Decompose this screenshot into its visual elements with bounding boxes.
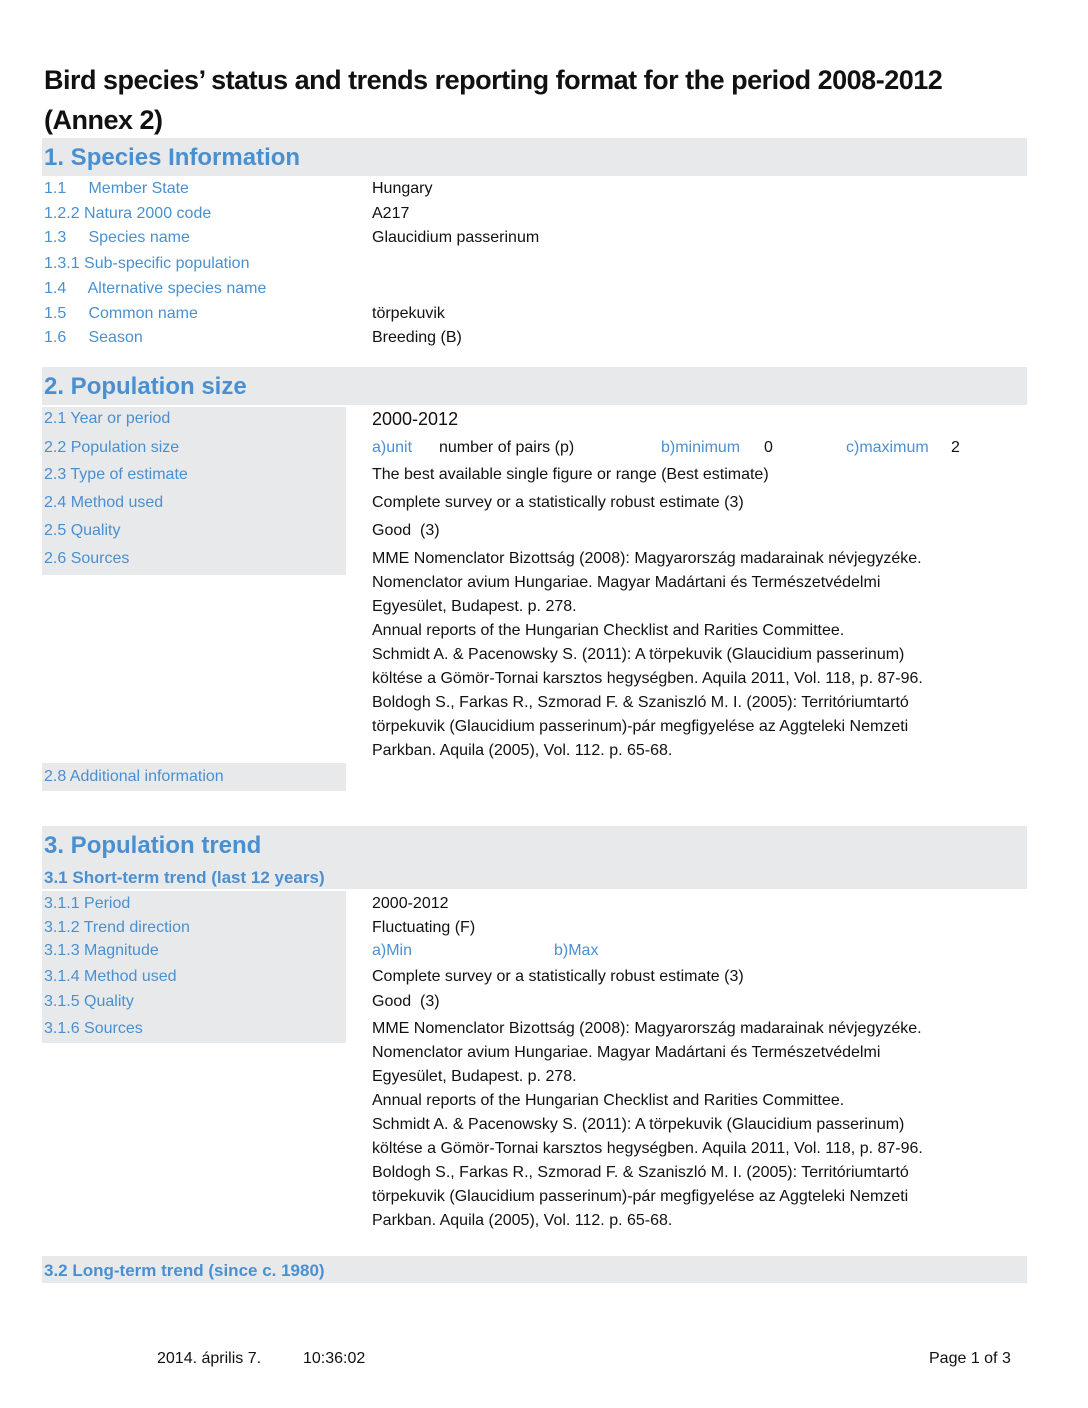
field-value-method-used: Complete survey or a statistically robust estimate (3) <box>372 494 744 511</box>
maximum-label: c)maximum <box>846 439 929 456</box>
field-label-trend-method: 3.1.4 Method used <box>44 968 177 985</box>
source-line: Schmidt A. & Pacenowsky S. (2011): A törpekuvik (Glaucidium passerinum) <box>372 1116 905 1133</box>
field-label-trend-quality: 3.1.5 Quality <box>44 993 134 1010</box>
minimum-value: 0 <box>764 439 773 456</box>
source-line: Egyesület, Budapest. p. 278. <box>372 1068 577 1085</box>
field-value-quality: Good (3) <box>372 522 440 539</box>
maximum-value: 2 <box>951 439 960 456</box>
field-label-season: 1.6 Season <box>44 329 143 346</box>
unit-label: a)unit <box>372 439 413 456</box>
source-line: Nomenclator avium Hungariae. Magyar Madártani és Természetvédelmi <box>372 574 881 591</box>
title-line-2: (Annex 2) <box>44 105 163 135</box>
field-label-year-period: 2.1 Year or period <box>44 410 171 427</box>
field-label-natura-code: 1.2.2 Natura 2000 code <box>44 205 212 222</box>
source-line: Boldogh S., Farkas R., Szmorad F. & Szaniszló M. I. (2005): Territóriumtartó <box>372 1164 909 1181</box>
source-line: Schmidt A. & Pacenowsky S. (2011): A törpekuvik (Glaucidium passerinum) <box>372 646 905 663</box>
field-label-type-of-estimate: 2.3 Type of estimate <box>44 466 188 483</box>
section3-heading: 3. Population trend <box>44 832 262 859</box>
field-value-season: Breeding (B) <box>372 329 462 346</box>
field-label-sources: 2.6 Sources <box>44 550 130 567</box>
source-line: Annual reports of the Hungarian Checklist and Rarities Committee. <box>372 622 845 639</box>
magnitude-max-label: b)Max <box>554 942 599 959</box>
field-label-trend-period: 3.1.1 Period <box>44 895 131 912</box>
field-label-alternative-name: 1.4 Alternative species name <box>44 280 267 297</box>
field-value-trend-period: 2000-2012 <box>372 895 449 912</box>
field-label-method-used: 2.4 Method used <box>44 494 164 511</box>
field-label-quality: 2.5 Quality <box>44 522 121 539</box>
field-value-common-name: törpekuvik <box>372 305 445 322</box>
source-line: Parkban. Aquila (2005), Vol. 112. p. 65-68. <box>372 742 673 759</box>
section1-heading: 1. Species Information <box>44 144 301 171</box>
document-title <box>44 60 1044 140</box>
long-term-trend-heading: 3.2 Long-term trend (since c. 1980) <box>44 1261 325 1280</box>
source-line: MME Nomenclator Bizottság (2008): Magyarország madarainak névjegyzéke. <box>372 550 922 567</box>
footer-date: 2014. április 7. <box>157 1350 262 1367</box>
field-value-natura-code: A217 <box>372 205 410 222</box>
field-label-common-name: 1.5 Common name <box>44 305 198 322</box>
field-value-type-of-estimate: The best available single figure or range (Best estimate) <box>372 466 769 483</box>
source-line: MME Nomenclator Bizottság (2008): Magyarország madarainak névjegyzéke. <box>372 1020 922 1037</box>
field-value-year-period: 2000-2012 <box>372 409 459 429</box>
field-label-species-name: 1.3 Species name <box>44 229 190 246</box>
footer-page-number: Page 1 of 3 <box>929 1350 1011 1367</box>
section3-sources-list <box>372 1017 1012 1233</box>
source-line: törpekuvik (Glaucidium passerinum)-pár megfigyelése az Aggteleki Nemzeti <box>372 1188 909 1205</box>
field-label-trend-sources: 3.1.6 Sources <box>44 1020 143 1037</box>
source-line: törpekuvik (Glaucidium passerinum)-pár megfigyelése az Aggteleki Nemzeti <box>372 718 909 735</box>
unit-value: number of pairs (p) <box>439 439 575 456</box>
source-line: Egyesület, Budapest. p. 278. <box>372 598 577 615</box>
field-label-subspecific-population: 1.3.1 Sub-specific population <box>44 255 250 272</box>
footer-time: 10:36:02 <box>303 1350 366 1367</box>
field-label-additional-information: 2.8 Additional information <box>44 768 224 785</box>
field-value-trend-direction: Fluctuating (F) <box>372 919 476 936</box>
section2-heading: 2. Population size <box>44 373 247 400</box>
section2-sources-list <box>372 547 1012 763</box>
source-line: költése a Gömör-Tornai karsztos hegységben. Aquila 2011, Vol. 118, p. 87-96. <box>372 670 923 687</box>
field-value-trend-quality: Good (3) <box>372 993 440 1010</box>
source-line: Boldogh S., Farkas R., Szmorad F. & Szaniszló M. I. (2005): Territóriumtartó <box>372 694 909 711</box>
field-value-member-state: Hungary <box>372 180 433 197</box>
minimum-label: b)minimum <box>661 439 741 456</box>
title-line-1: Bird species’ status and trends reporting format for the period 2008-2012 <box>44 65 943 95</box>
field-value-trend-method: Complete survey or a statistically robust estimate (3) <box>372 968 744 985</box>
source-line: Annual reports of the Hungarian Checklist and Rarities Committee. <box>372 1092 845 1109</box>
field-label-member-state: 1.1 Member State <box>44 180 189 197</box>
short-term-trend-heading: 3.1 Short-term trend (last 12 years) <box>44 868 325 887</box>
magnitude-min-label: a)Min <box>372 942 413 959</box>
field-label-magnitude: 3.1.3 Magnitude <box>44 942 159 959</box>
source-line: Parkban. Aquila (2005), Vol. 112. p. 65-68. <box>372 1212 673 1229</box>
source-line: költése a Gömör-Tornai karsztos hegységben. Aquila 2011, Vol. 118, p. 87-96. <box>372 1140 923 1157</box>
source-line: Nomenclator avium Hungariae. Magyar Madártani és Természetvédelmi <box>372 1044 881 1061</box>
field-label-trend-direction: 3.1.2 Trend direction <box>44 919 190 936</box>
field-value-species-name: Glaucidium passerinum <box>372 229 540 246</box>
field-label-population-size: 2.2 Population size <box>44 439 180 456</box>
